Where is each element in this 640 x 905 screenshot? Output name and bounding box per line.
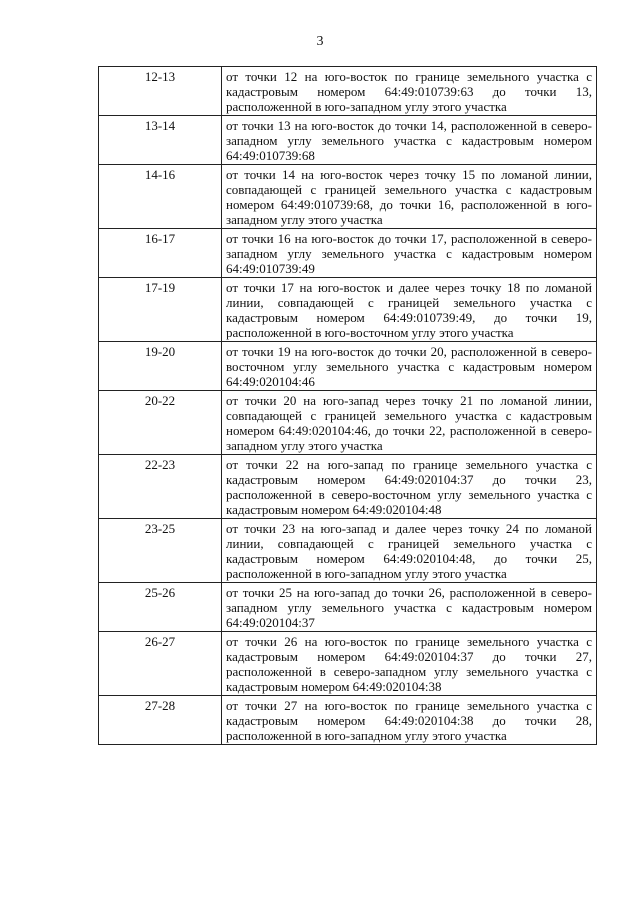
- segment-cell: 20-22: [99, 391, 222, 455]
- description-cell: от точки 14 на юго-восток через точку 15 по ломаной линии, совпадающей с границей земельного участка с кадастровым номером 64:49:010739:68, до точки 16, расположенной в юго-западном углу этого участка: [222, 165, 597, 229]
- table-row: [99, 391, 597, 455]
- description-cell: от точки 22 на юго-запад по границе земельного участка с кадастровым номером 64:49:020104:37 до точки 23, расположенной в северо-восточном углу земельного участка с кадастровым номером 64:49:020104:48: [222, 455, 597, 519]
- segment-cell: 22-23: [99, 455, 222, 519]
- description-cell: от точки 25 на юго-запад до точки 26, расположенной в северо-западном углу земельного участка с кадастровым номером 64:49:020104:37: [222, 583, 597, 632]
- description-cell: от точки 26 на юго-восток по границе земельного участка с кадастровым номером 64:49:020104:37 до точки 27, расположенной в северо-западном углу земельного участка с кадастровым номером 64:49:020104:38: [222, 632, 597, 696]
- segment-cell: 16-17: [99, 229, 222, 278]
- segment-cell: 27-28: [99, 696, 222, 745]
- description-cell: от точки 20 на юго-запад через точку 21 по ломаной линии, совпадающей с границей земельного участка с кадастровым номером 64:49:020104:46, до точки 22, расположенной в северо-западном углу этого участка: [222, 391, 597, 455]
- description-cell: от точки 12 на юго-восток по границе земельного участка с кадастровым номером 64:49:010739:63 до точки 13, расположенной в юго-западном углу этого участка: [222, 67, 597, 116]
- description-cell: от точки 17 на юго-восток и далее через точку 18 по ломаной линии, совпадающей с границей земельного участка с кадастровым номером 64:49:010739:49, до точки 19, расположенной в юго-восточном углу этого участка: [222, 278, 597, 342]
- description-cell: от точки 27 на юго-восток по границе земельного участка с кадастровым номером 64:49:020104:38 до точки 28, расположенной в юго-западном углу этого участка: [222, 696, 597, 745]
- segment-cell: 26-27: [99, 632, 222, 696]
- table-row: [99, 583, 597, 632]
- description-cell: от точки 23 на юго-запад и далее через точку 24 по ломаной линии, совпадающей с границей земельного участка с кадастровым номером 64:49:020104:48, до точки 25, расположенной в юго-западном углу этого участка: [222, 519, 597, 583]
- page-number: 3: [316, 34, 324, 49]
- table-row: [99, 67, 597, 116]
- table-row: [99, 342, 597, 391]
- table-row: [99, 229, 597, 278]
- segment-cell: 14-16: [99, 165, 222, 229]
- segment-cell: 12-13: [99, 67, 222, 116]
- table-row: [99, 165, 597, 229]
- description-cell: от точки 16 на юго-восток до точки 17, расположенной в северо-западном углу земельного участка с кадастровым номером 64:49:010739:49: [222, 229, 597, 278]
- segment-cell: 13-14: [99, 116, 222, 165]
- segment-cell: 23-25: [99, 519, 222, 583]
- boundary-description-table: [98, 66, 597, 745]
- description-cell: от точки 13 на юго-восток до точки 14, расположенной в северо-западном углу земельного участка с кадастровым номером 64:49:010739:68: [222, 116, 597, 165]
- description-cell: от точки 19 на юго-восток до точки 20, расположенной в северо-восточном углу земельного участка с кадастровым номером 64:49:020104:46: [222, 342, 597, 391]
- table-row: [99, 116, 597, 165]
- table-row: [99, 278, 597, 342]
- table-row: [99, 519, 597, 583]
- table-row: [99, 696, 597, 745]
- table-row: [99, 455, 597, 519]
- segment-cell: 17-19: [99, 278, 222, 342]
- table-row: [99, 632, 597, 696]
- segment-cell: 19-20: [99, 342, 222, 391]
- segment-cell: 25-26: [99, 583, 222, 632]
